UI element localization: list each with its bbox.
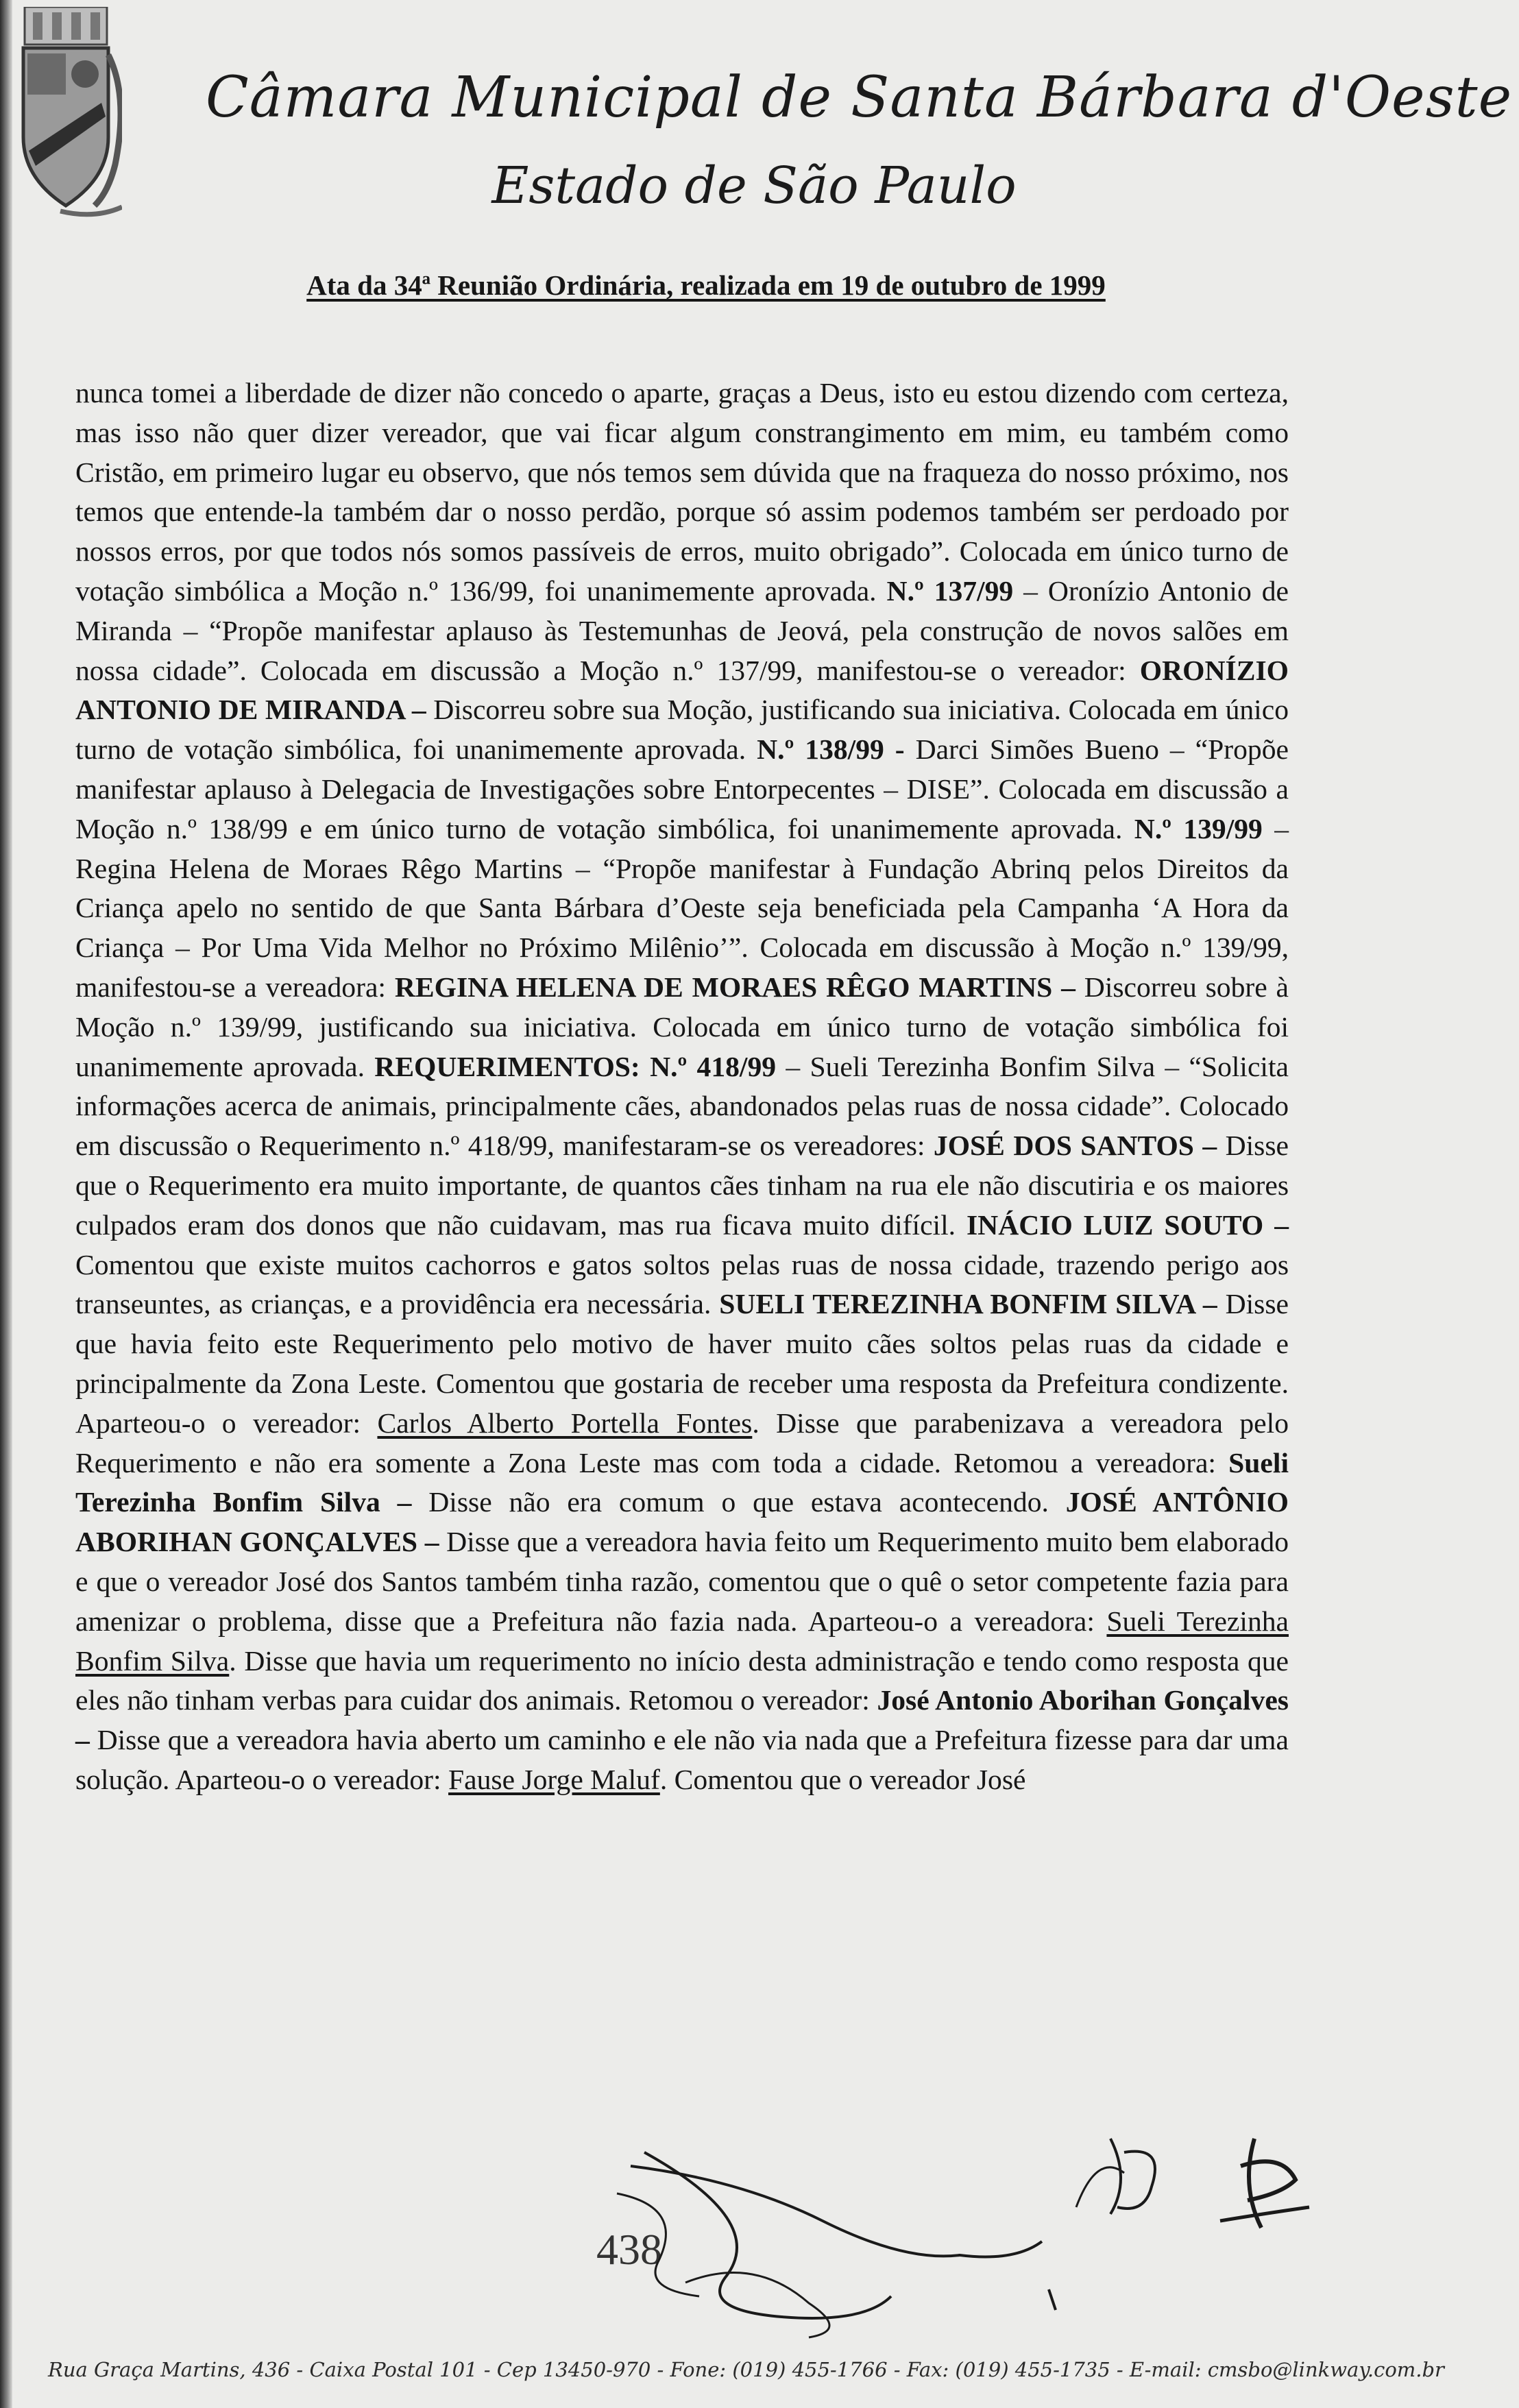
footer-contact-details: - Caixa Postal 101 - Cep 13450-970 - Fone: (019) 455-1766 - Fax: (019) 455-1735 - E-mail: cmsbo@linkway.com.br: [290, 2358, 1444, 2381]
organization-title: Câmara Municipal de Santa Bárbara d'Oeste: [206, 65, 1513, 130]
speaker-inacio: INÁCIO LUIZ SOUTO –: [966, 1208, 1289, 1241]
speaker-sueli-retomou: Sueli Terezinha Bonfim Silva –: [75, 1446, 1289, 1518]
handwritten-signatures: [603, 2125, 1357, 2351]
minutes-title: Ata da 34ª Reunião Ordinária, realizada em 19 de outubro de 1999: [306, 269, 1106, 301]
motion-138-label: N.º 138/99 -: [757, 733, 905, 766]
aparte-sueli: Sueli Terezinha Bonfim Silva: [75, 1605, 1289, 1677]
speaker-jose-antonio-retomou: José Antonio Aborihan Gonçalves –: [75, 1684, 1289, 1756]
page-binding-edge: [0, 0, 12, 2408]
speaker-oronizio: ORONÍZIO ANTONIO DE MIRANDA –: [75, 654, 1289, 726]
requerimentos-heading: REQUERIMENTOS: N.º 418/99: [374, 1050, 777, 1082]
speaker-sueli: SUELI TEREZINHA BONFIM SILVA –: [719, 1288, 1217, 1320]
motion-139-label: N.º 139/99: [1134, 812, 1263, 844]
page-number: 438: [596, 2225, 662, 2274]
aparte-fause: Fause Jorge Maluf: [448, 1763, 660, 1795]
aparte-carlos-alberto: Carlos Alberto Portella Fontes: [377, 1407, 753, 1439]
speaker-jose-antonio: JOSÉ ANTÔNIO ABORIHAN GONÇALVES –: [75, 1486, 1289, 1558]
motion-137-label: N.º 137/99: [886, 574, 1014, 607]
speaker-jose-dos-santos: JOSÉ DOS SANTOS –: [933, 1130, 1217, 1162]
address-footer: [48, 2358, 1508, 2381]
minutes-body-text: nunca tomei a liberdade de dizer não concedo o aparte, graças a Deus, isto eu estou dizendo com certeza, mas isso não quer dizer vereador, que vai ficar algum constrangimento em mim, eu também como Cristão, em primeiro lugar eu observo, que nós temos sem dúvida que na fraqueza do nosso próximo, nos temos que entende-la também dar o nosso perdão, porque só assim podemos também ser perdoado por nossos erros, por que todos nós somos passíveis de erros, muito obrigado”. Colocada em único turno de votação simbólica a Moção n.º 136/99, foi unanimemente aprovada. N.º 137/99 – Oronízio Antonio de Miranda – “Propõe manifestar aplauso às Testemunhas de Jeová, pela construção de novos salões em nossa cidade”. Colocada em discussão a Moção n.º 137/99, manifestou-se o vereador: ORONÍZIO ANTONIO DE MIRANDA – Discorreu sobre sua Moção, justificando sua iniciativa. Colocada em único turno de votação simbólica, foi unanimemente aprovada. N.º 138/99 - Darci Simões Bueno – “Propõe manifestar aplauso à Delegacia de Investigações sobre Entorpecentes – DISE”. Colocada em discussão a Moção n.º 138/99 e em único turno de votação simbólica, foi unanimemente aprovada. N.º 139/99 – Regina Helena de Moraes Rêgo Martins – “Propõe manifestar à Fundação Abrinq pelos Direitos da Criança apelo no sentido de que Santa Bárbara d’Oeste seja beneficiada pela Campanha ‘A Hora da Criança – Por Uma Vida Melhor no Próximo Milênio’”. Colocada em discussão à Moção n.º 139/99, manifestou-se a vereadora: REGINA HELENA DE MORAES RÊGO MARTINS – Discorreu sobre à Moção n.º 139/99, justificando sua iniciativa. Colocada em único turno de votação simbólica foi unanimemente aprovada. REQUERIMENTOS: N.º 418/99 – Sueli Terezinha Bonfim Silva – “Solicita informações acerca de animais, principalmente cães, abandonados pelas ruas de nossa cidade”. Colocado em discussão o Requerimento n.º 418/99, manifestaram-se os vereadores: JOSÉ DOS SANTOS – Disse que o Requerimento era muito importante, de quantos cães tinham na rua ele não discutiria e os maiores culpados eram dos donos que não cuidavam, mas rua ficava muito difícil. INÁCIO LUIZ SOUTO – Comentou que existe muitos cachorros e gatos soltos pelas ruas de nossa cidade, trazendo perigo aos transeuntes, as crianças, e a providência era necessária. SUELI TEREZINHA BONFIM SILVA – Disse que havia feito este Requerimento pelo motivo de haver muito cães soltos pelas ruas da cidade e principalmente da Zona Leste. Comentou que gostaria de receber uma resposta da Prefeitura condizente. Aparteou-o o vereador: Carlos Alberto Portella Fontes. Disse que parabenizava a vereadora pelo Requerimento e não era somente a Zona Leste mas com toda a cidade. Retomou a vereadora: Sueli Terezinha Bonfim Silva – Disse não era comum o que estava acontecendo. JOSÉ ANTÔNIO ABORIHAN GONÇALVES – Disse que a vereadora havia feito um Requerimento muito bem elaborado e que o vereador José dos Santos também tinha razão, comentou que o quê o setor competente fazia para amenizar o problema, disse que a Prefeitura não fazia nada. Aparteou-o a vereadora: Sueli Terezinha Bonfim Silva. Disse que havia um requerimento no início desta administração e tendo como resposta que eles não tinham verbas para cuidar dos animais. Retomou o vereador: José Antonio Aborihan Gonçalves – Disse que a vereadora havia aberto um caminho e ele não via nada que a Prefeitura fizesse para dar uma solução. Aparteou-o o vereador: Fause Jorge Maluf. Comentou que o vereador José: [75, 377, 1289, 1795]
municipal-crest-emblem: [19, 7, 122, 226]
organization-subtitle: Estado de São Paulo: [491, 156, 1017, 215]
speaker-regina: REGINA HELENA DE MORAES RÊGO MARTINS –: [394, 971, 1076, 1003]
footer-street: Rua Graça Martins, 436: [48, 2358, 291, 2381]
